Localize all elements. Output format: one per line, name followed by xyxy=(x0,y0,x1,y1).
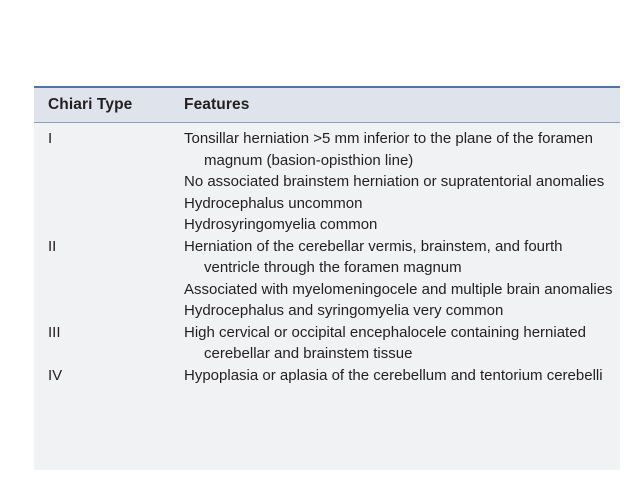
table-row xyxy=(34,322,620,365)
feature-item: Herniation of the cerebellar vermis, brainstem, and fourth ventricle through the foramen magnum xyxy=(184,237,563,276)
chiari-table xyxy=(34,86,620,470)
table-body xyxy=(34,128,620,386)
feature-item: High cervical or occipital encephalocele containing herniated cerebellar and brainstem tissue xyxy=(184,323,586,362)
header-features: Features xyxy=(184,96,250,113)
chiari-type-cell: I xyxy=(48,130,53,147)
feature-item: Associated with myelomeningocele and multiple brain anomalies xyxy=(184,280,613,298)
features-cell xyxy=(184,236,614,322)
features-cell xyxy=(184,322,614,365)
table-row xyxy=(34,128,620,236)
feature-item: Hydrosyringomyelia common xyxy=(184,216,378,233)
features-cell xyxy=(184,365,614,387)
table-row xyxy=(34,236,620,322)
features-cell xyxy=(184,128,614,236)
chiari-type-cell: II xyxy=(48,237,57,255)
feature-item: Hydrocephalus uncommon xyxy=(184,194,363,212)
chiari-type-cell: III xyxy=(48,323,61,341)
feature-item: Hypoplasia or aplasia of the cerebellum and tentorium cerebelli xyxy=(184,366,603,384)
feature-item: Hydrocephalus and syringomyelia very common xyxy=(184,302,504,319)
header-chiari-type: Chiari Type xyxy=(48,96,133,113)
table-header-row xyxy=(34,88,620,122)
table-row xyxy=(34,365,620,387)
feature-item: No associated brainstem herniation or supratentorial anomalies xyxy=(184,173,605,190)
feature-item: Tonsillar herniation >5 mm inferior to the plane of the foramen magnum (basion-opisthion line) xyxy=(184,130,593,169)
header-rule xyxy=(34,122,620,123)
chiari-type-cell: IV xyxy=(48,366,63,384)
